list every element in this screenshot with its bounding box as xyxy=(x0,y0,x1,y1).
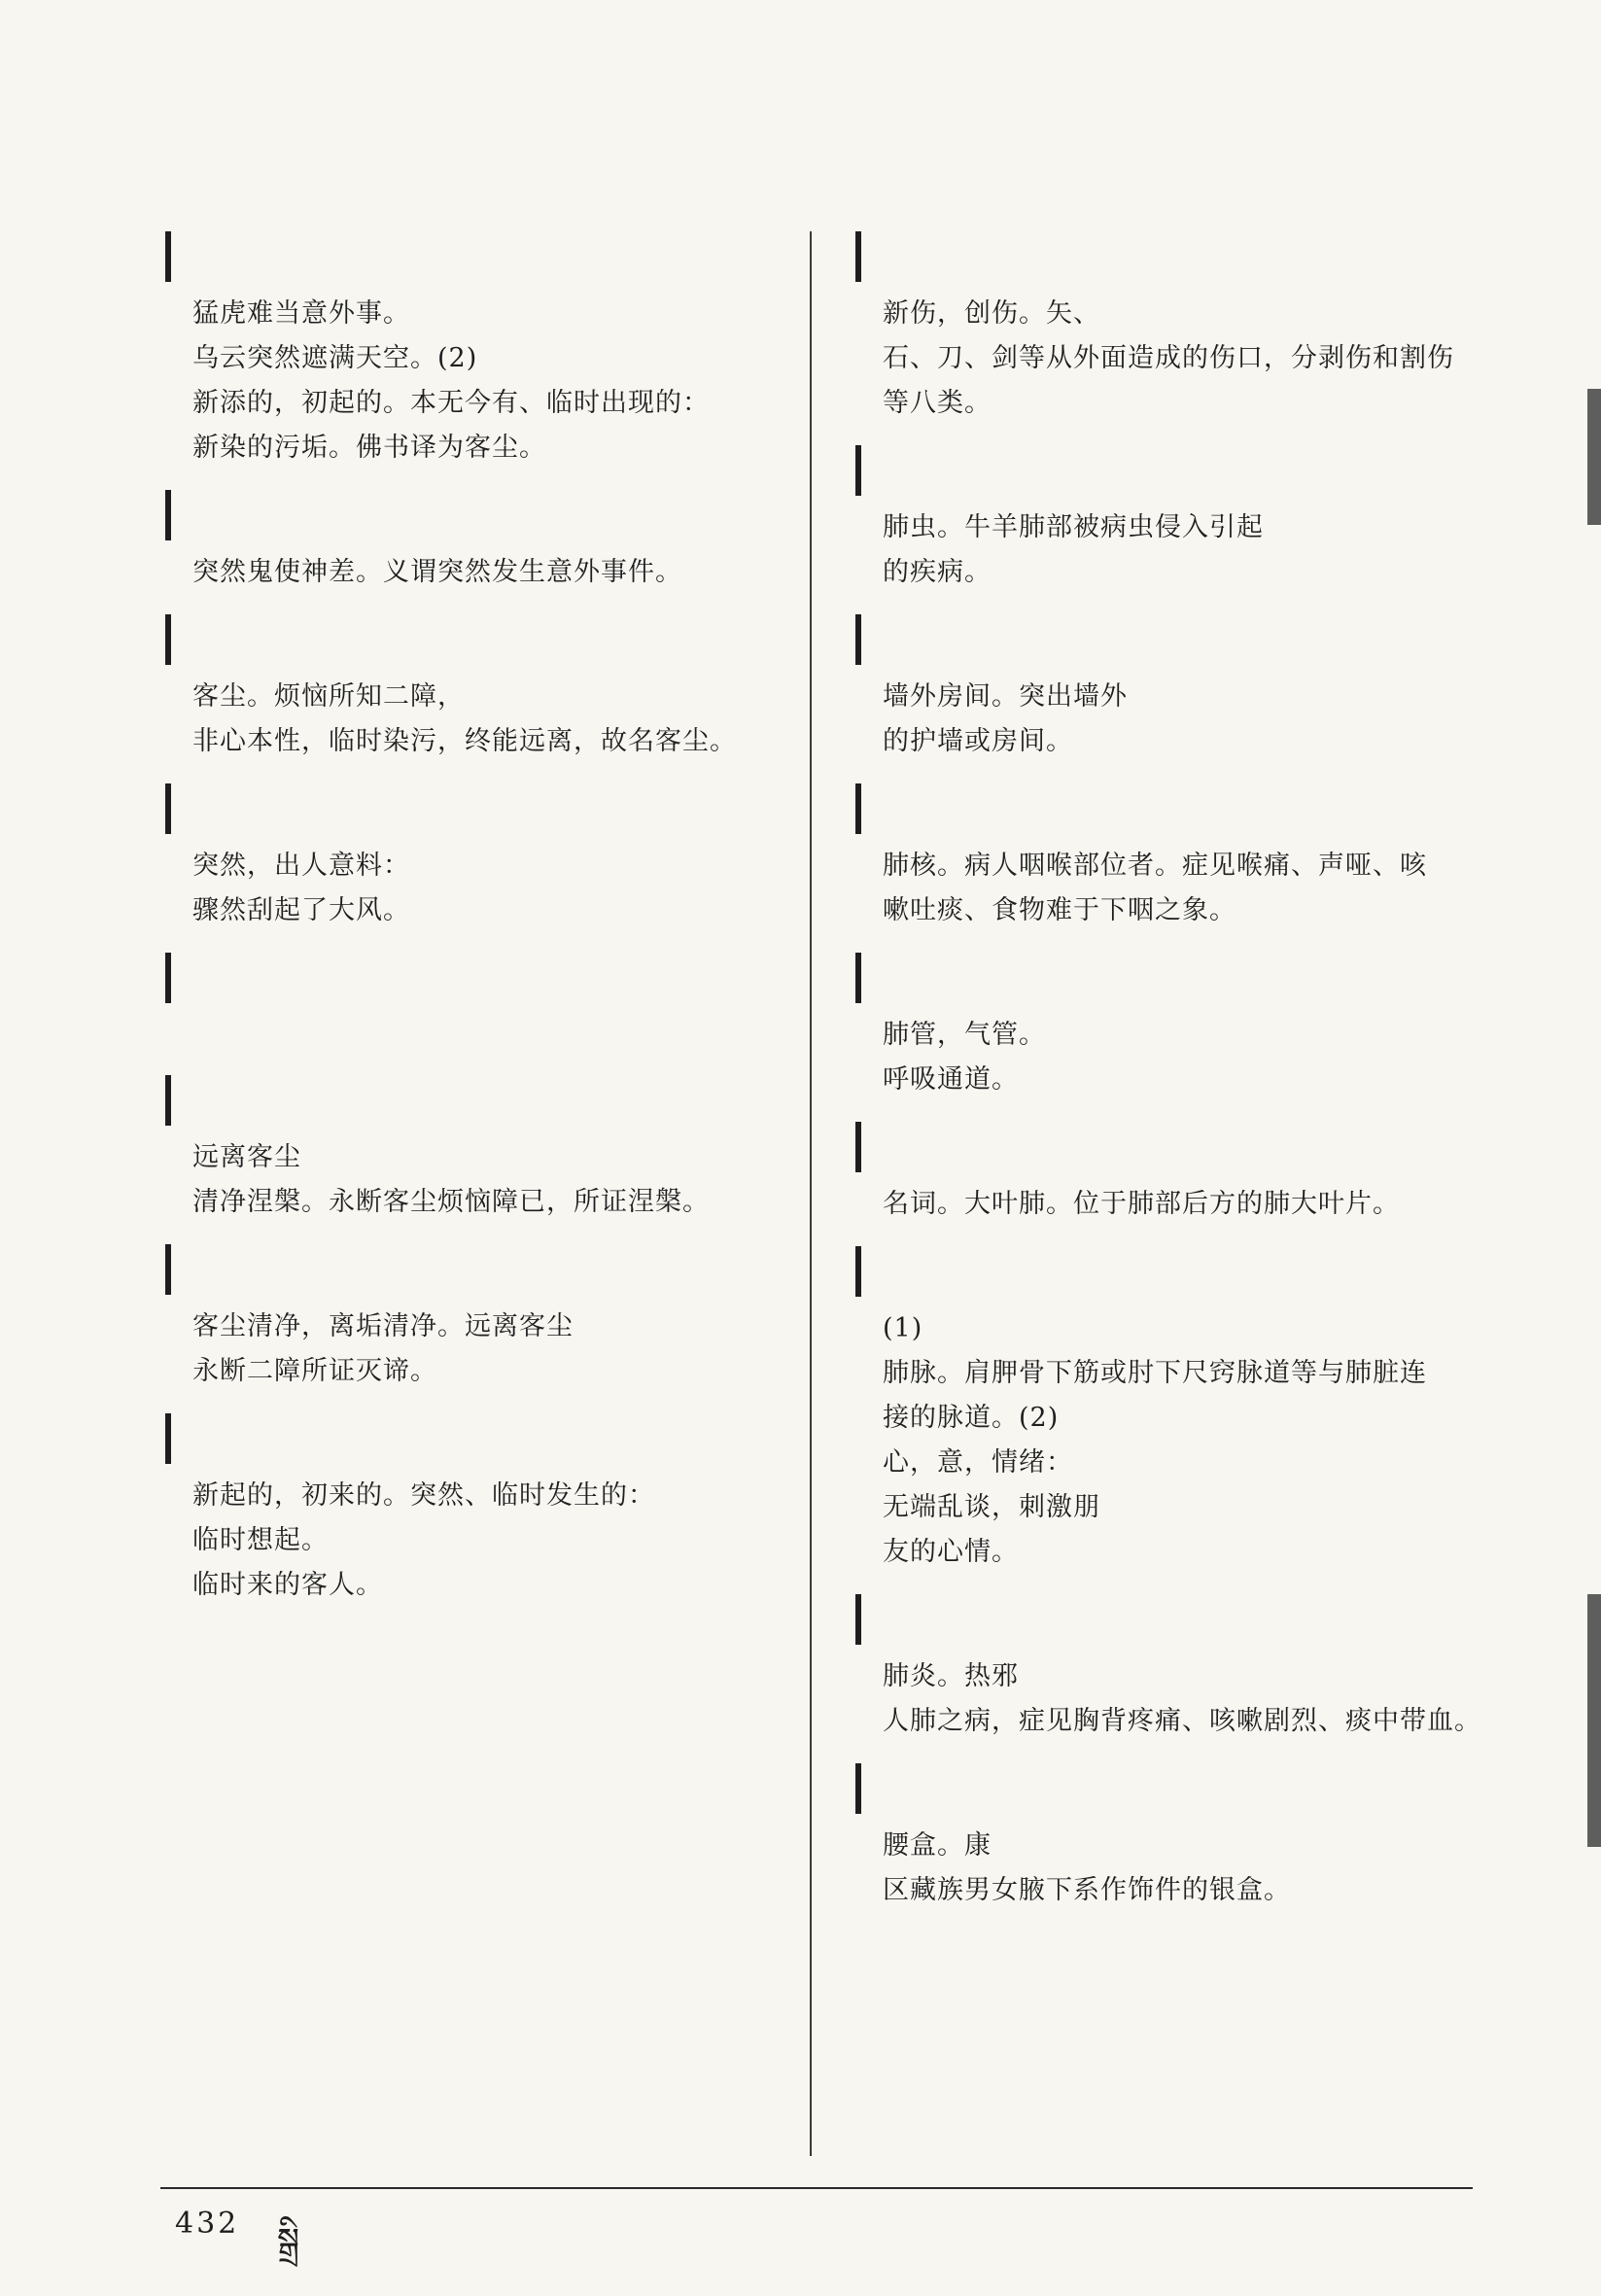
entry-definition-line: 远离客尘 xyxy=(192,1142,301,1172)
entry-headword-marker xyxy=(855,1246,1497,1297)
entry-headword-marker xyxy=(165,953,807,1003)
entry-definition-line: 新起的，初来的。突然、临时发生的： xyxy=(192,1480,655,1511)
dictionary-entry xyxy=(165,490,807,595)
entry-headword-marker xyxy=(855,445,1497,496)
entry-spacer xyxy=(165,1013,807,1056)
dictionary-entry xyxy=(165,231,807,470)
entry-headword-marker xyxy=(855,231,1497,282)
running-head: སྒྲི xyxy=(277,2221,299,2260)
entry-definition-line: 新伤，创伤。矢、 xyxy=(883,298,1100,329)
entry-headword-marker xyxy=(855,1594,1497,1645)
entry-definition-line: 客尘清净，离垢清净。远离客尘 xyxy=(192,1311,574,1341)
entry-headword-marker xyxy=(855,783,1497,834)
entry-definition-line: (1) xyxy=(883,1313,923,1343)
dictionary-entry xyxy=(855,1594,1497,1744)
entry-headword-marker xyxy=(165,231,807,282)
entry-definition-line: 非心本性，临时染污，终能远离，故名客尘。 xyxy=(192,726,737,756)
entry-definition-line: 心，意，情绪： xyxy=(883,1447,1073,1478)
dictionary-entry xyxy=(165,1075,807,1225)
dictionary-entry xyxy=(855,231,1497,426)
entry-definition-line: 嗽吐痰、食物难于下咽之象。 xyxy=(883,895,1236,925)
dictionary-entry xyxy=(165,953,807,1056)
entry-definition-line: 人肺之病，症见胸背疼痛、咳嗽剧烈、痰中带血。 xyxy=(883,1706,1481,1736)
entry-headword-marker xyxy=(165,614,807,665)
entry-headword-marker xyxy=(165,490,807,540)
dictionary-entry xyxy=(165,614,807,764)
entry-definition-line: 的护墙或房间。 xyxy=(883,726,1073,756)
dictionary-entry xyxy=(855,783,1497,933)
entry-definition-line: 猛虎难当意外事。 xyxy=(192,298,410,329)
page-edge-mark xyxy=(1587,389,1601,525)
entry-definition-line: 肺核。病人咽喉部位者。症见喉痛、声哑、咳 xyxy=(883,851,1427,881)
entry-definition-line: 乌云突然遮满天空。(2) xyxy=(192,343,478,373)
dictionary-entry xyxy=(165,1244,807,1394)
entry-definition-line: 肺管，气管。 xyxy=(883,1020,1046,1050)
dictionary-entry xyxy=(855,1246,1497,1575)
entry-definition-line: 接的脉道。(2) xyxy=(883,1403,1060,1433)
entry-definition-line: 石、刀、剑等从外面造成的伤口，分剥伤和割伤 xyxy=(883,343,1454,373)
entry-definition-line: 的疾病。 xyxy=(883,557,992,587)
column-divider xyxy=(810,231,812,2156)
entry-definition-line: 临时来的客人。 xyxy=(192,1570,383,1600)
right-column xyxy=(855,231,1497,1932)
entry-definition-line: 等八类。 xyxy=(883,388,992,418)
entry-definition-line: 肺炎。热邪 xyxy=(883,1661,1019,1691)
dictionary-entry xyxy=(855,1763,1497,1913)
entry-definition-line: 新添的，初起的。本无今有、临时出现的： xyxy=(192,388,710,418)
entry-definition-line: 墙外房间。突出墙外 xyxy=(883,681,1128,712)
footer-rule xyxy=(160,2187,1473,2189)
dictionary-entry xyxy=(855,1122,1497,1227)
entry-definition-line: 清净涅槃。永断客尘烦恼障已，所证涅槃。 xyxy=(192,1187,710,1217)
page-edge-mark xyxy=(1587,1594,1601,1847)
page-number: 432 xyxy=(175,2207,240,2241)
dictionary-entry xyxy=(855,445,1497,595)
entry-definition-line: 永断二障所证灭谛。 xyxy=(192,1356,437,1386)
entry-definition-line: 肺虫。牛羊肺部被病虫侵入引起 xyxy=(883,512,1264,542)
entry-definition-line: 呼吸通道。 xyxy=(883,1064,1019,1095)
entry-headword-marker xyxy=(165,783,807,834)
entry-definition-line: 突然鬼使神差。义谓突然发生意外事件。 xyxy=(192,557,682,587)
entry-headword-marker xyxy=(855,953,1497,1003)
entry-headword-marker xyxy=(855,1122,1497,1172)
entry-definition-line: 无端乱谈，刺激朋 xyxy=(883,1492,1100,1522)
entry-definition-line: 区藏族男女腋下系作饰件的银盒。 xyxy=(883,1875,1291,1905)
dictionary-entry xyxy=(855,953,1497,1102)
left-column xyxy=(165,231,807,1627)
entry-definition-line: 新染的污垢。佛书译为客尘。 xyxy=(192,433,546,463)
entry-headword-marker xyxy=(165,1075,807,1126)
dictionary-entry xyxy=(855,614,1497,764)
entry-definition-line: 友的心情。 xyxy=(883,1537,1019,1567)
entry-headword-marker xyxy=(855,614,1497,665)
entry-definition-line: 骤然刮起了大风。 xyxy=(192,895,410,925)
entry-headword-marker xyxy=(855,1763,1497,1814)
entry-headword-marker xyxy=(165,1413,807,1464)
entry-definition-line: 名词。大叶肺。位于肺部后方的肺大叶片。 xyxy=(883,1189,1400,1219)
entry-definition-line: 临时想起。 xyxy=(192,1525,329,1555)
dictionary-entry xyxy=(165,783,807,933)
entry-definition-line: 肺脉。肩胛骨下筋或肘下尺窍脉道等与肺脏连 xyxy=(883,1358,1427,1388)
entry-definition-line: 客尘。烦恼所知二障， xyxy=(192,681,465,712)
entry-definition-line: 腰盒。康 xyxy=(883,1830,992,1861)
entry-definition-line: 突然，出人意料： xyxy=(192,851,410,881)
dictionary-entry xyxy=(165,1413,807,1608)
entry-headword-marker xyxy=(165,1244,807,1295)
